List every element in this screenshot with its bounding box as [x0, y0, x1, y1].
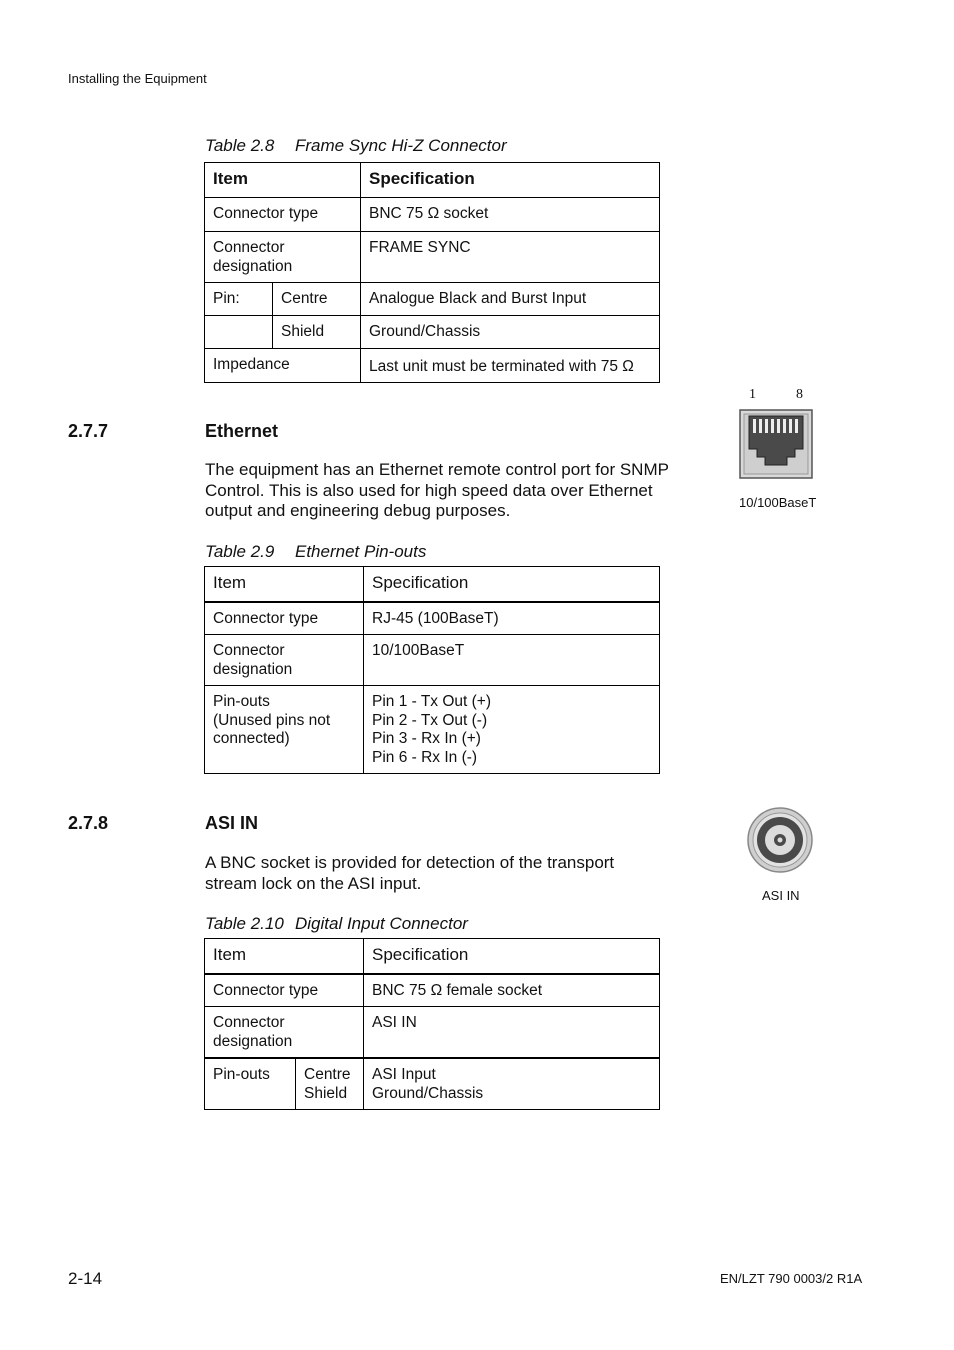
cell-item-empty — [205, 315, 273, 348]
table-2-10-caption — [205, 914, 468, 934]
cell-sub: Centre Shield — [296, 1058, 364, 1110]
caption-number: Table 2.8 — [205, 136, 275, 155]
cell-item: Connector type — [205, 602, 364, 635]
cell-item: Pin: — [205, 283, 273, 316]
caption-title: Ethernet Pin-outs — [295, 542, 427, 561]
cell-item: Impedance — [205, 348, 361, 383]
rj45-pin-first: 1 — [749, 387, 756, 402]
cell-spec: Pin 1 - Tx Out (+) Pin 2 - Tx Out (-) Pin 3 - Rx In (+) Pin 6 - Rx In (-) — [364, 686, 660, 774]
section-number: 2.7.8 — [68, 813, 109, 833]
table-row — [205, 198, 660, 232]
table-header-row — [205, 939, 660, 974]
table-row — [205, 315, 660, 348]
table-frame-sync — [204, 162, 660, 383]
cell-spec: ASI Input Ground/Chassis — [364, 1058, 660, 1110]
table-row — [205, 232, 660, 283]
cell-spec: 10/100BaseT — [364, 635, 660, 686]
table-row — [205, 348, 660, 383]
table-row — [205, 283, 660, 316]
cell-spec: BNC 75 Ω female socket — [364, 974, 660, 1007]
cell-item: Connector designation — [205, 635, 364, 686]
cell-item: Connector designation — [205, 1007, 364, 1059]
cell-spec: Ground/Chassis — [361, 315, 660, 348]
cell-item: Connector designation — [205, 232, 361, 283]
col-header-spec: Specification — [364, 567, 660, 602]
cell-spec: FRAME SYNC — [361, 232, 660, 283]
caption-title: Frame Sync Hi-Z Connector — [295, 136, 507, 155]
col-header-item: Item — [205, 939, 364, 974]
rj45-label: 10/100BaseT — [739, 495, 817, 510]
caption-number: Table 2.10 — [205, 914, 284, 933]
table-row — [205, 1058, 660, 1110]
table-row — [205, 686, 660, 774]
table-row — [205, 635, 660, 686]
col-header-item: Item — [205, 567, 364, 602]
cell-spec: Analogue Black and Burst Input — [361, 283, 660, 316]
col-header-spec: Specification — [361, 163, 660, 198]
cell-spec: RJ-45 (100BaseT) — [364, 602, 660, 635]
rj45-pin-last: 8 — [796, 387, 803, 402]
page-number: 2-14 — [68, 1269, 103, 1288]
cell-item: Connector type — [205, 198, 361, 232]
table-2-9-caption — [205, 542, 426, 562]
running-header: Installing the Equipment — [68, 71, 207, 86]
document-reference: EN/LZT 790 0003/2 R1A — [720, 1271, 863, 1286]
col-header-item: Item — [205, 163, 361, 198]
table-row — [205, 974, 660, 1007]
cell-sub: Shield — [273, 315, 361, 348]
section-body: The equipment has an Ethernet remote control port for SNMP Control. This is also used for high speed data over Ethernet output and engineering debug purposes. — [205, 460, 669, 520]
cell-item: Pin-outs — [205, 1058, 296, 1110]
cell-item: Pin-outs (Unused pins not connected) — [205, 686, 364, 774]
table-header-row — [205, 567, 660, 602]
table-ethernet-pinouts — [204, 566, 660, 774]
col-header-spec: Specification — [364, 939, 660, 974]
table-header-row — [205, 163, 660, 198]
section-number: 2.7.7 — [68, 421, 109, 441]
bnc-socket-icon — [747, 807, 813, 878]
cell-spec: ASI IN — [364, 1007, 660, 1059]
table-row — [205, 602, 660, 635]
cell-sub: Centre — [273, 283, 361, 316]
table-2-8-caption — [205, 136, 507, 156]
section-body: A BNC socket is provided for detection of the transport stream lock on the ASI input. — [205, 853, 615, 893]
bnc-label: ASI IN — [762, 888, 800, 903]
table-row — [205, 1007, 660, 1059]
section-title: ASI IN — [205, 813, 259, 833]
cell-spec: Last unit must be terminated with 75 Ω — [361, 348, 660, 383]
cell-spec: BNC 75 Ω socket — [361, 198, 660, 232]
table-digital-input — [204, 938, 660, 1110]
cell-item: Connector type — [205, 974, 364, 1007]
caption-number: Table 2.9 — [205, 542, 275, 561]
rj45-port-icon — [739, 409, 813, 484]
caption-title: Digital Input Connector — [295, 914, 468, 933]
section-title: Ethernet — [205, 421, 279, 441]
